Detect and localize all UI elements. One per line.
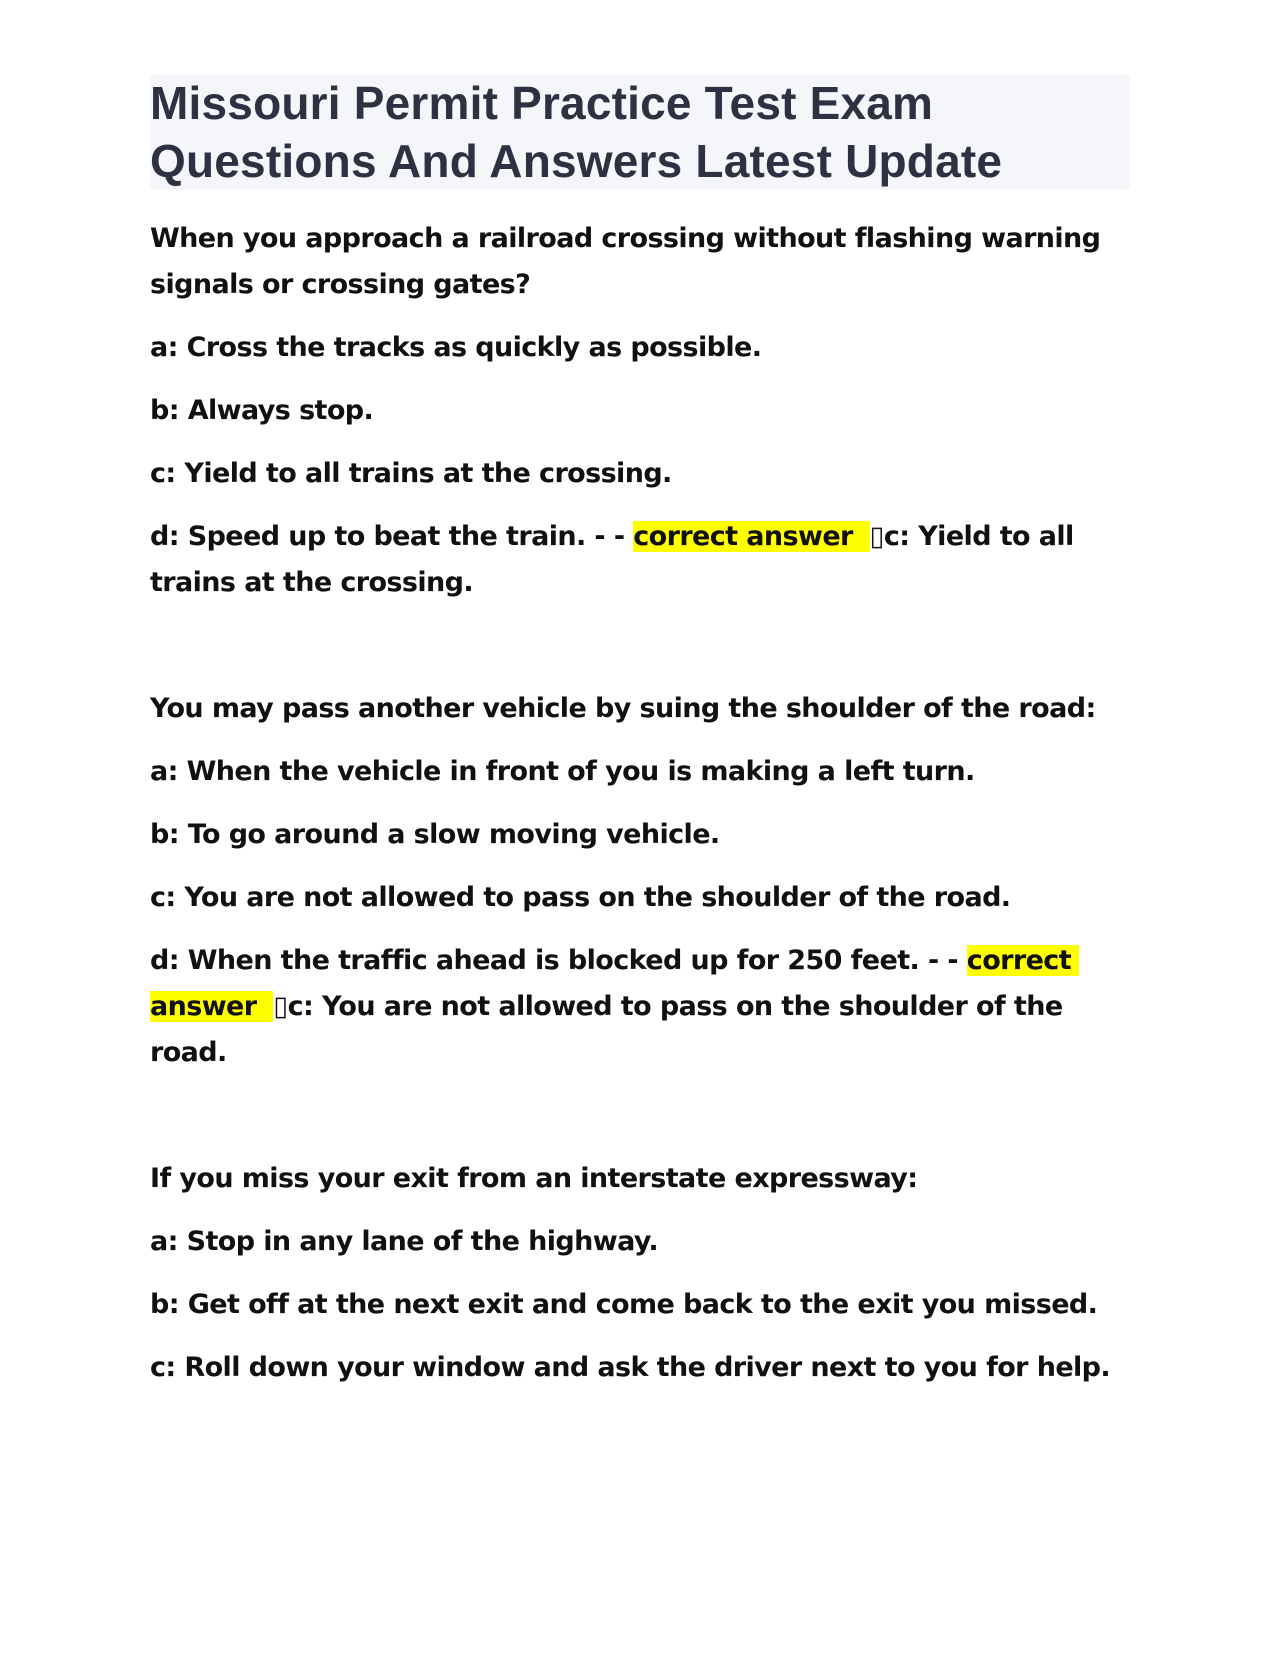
- correct-answer-highlight: correct answer: [633, 521, 869, 552]
- option-c: c: Yield to all trains at the crossing.: [150, 458, 672, 489]
- document-page: [150, 74, 1130, 1391]
- option-d-with-answer: [150, 938, 1130, 1076]
- question-text: You may pass another vehicle by suing the shoulder of the road:: [150, 693, 1096, 724]
- option-c: c: You are not allowed to pass on the shoulder of the road.: [150, 882, 1011, 913]
- option-b: b: Always stop.: [150, 395, 374, 426]
- option-d-with-answer: [150, 514, 1130, 606]
- answer-text: c: You are not allowed to pass on the shoulder of the: [287, 991, 1063, 1022]
- option-d: d: When the traffic ahead is blocked up for 250 feet. - -: [150, 945, 967, 976]
- option-a: a: Stop in any lane of the highway.: [150, 1226, 659, 1257]
- question-line: When you approach a railroad crossing without flashing warning: [150, 223, 1101, 254]
- option-a: a: Cross the tracks as quickly as possible.: [150, 332, 762, 363]
- question-block-1: [150, 216, 1130, 606]
- answer-text-continued: trains at the crossing.: [150, 567, 474, 598]
- question-block-3: [150, 1156, 1130, 1391]
- question-line: signals or crossing gates?: [150, 269, 531, 300]
- document-title: [150, 74, 1130, 190]
- option-c: c: Roll down your window and ask the driver next to you for help.: [150, 1352, 1111, 1383]
- title-line-1: Missouri Permit Practice Test Exam: [150, 77, 934, 129]
- question-text: [150, 216, 1130, 308]
- correct-answer-highlight: correct: [967, 945, 1079, 976]
- option-b: b: Get off at the next exit and come back to the exit you missed.: [150, 1289, 1098, 1320]
- option-d: d: Speed up to beat the train. - -: [150, 521, 634, 552]
- question-block-2: [150, 686, 1130, 1076]
- title-line-2: Questions And Answers Latest Update: [150, 135, 1003, 187]
- missing-glyph-icon: ▯: [869, 521, 884, 552]
- answer-text-continued: road.: [150, 1037, 227, 1068]
- answer-text: c: Yield to all: [883, 521, 1074, 552]
- option-b: b: To go around a slow moving vehicle.: [150, 819, 720, 850]
- question-text: If you miss your exit from an interstate expressway:: [150, 1163, 918, 1194]
- missing-glyph-icon: ▯: [273, 991, 288, 1022]
- correct-answer-highlight-continued: answer: [150, 991, 273, 1022]
- option-a: a: When the vehicle in front of you is making a left turn.: [150, 756, 975, 787]
